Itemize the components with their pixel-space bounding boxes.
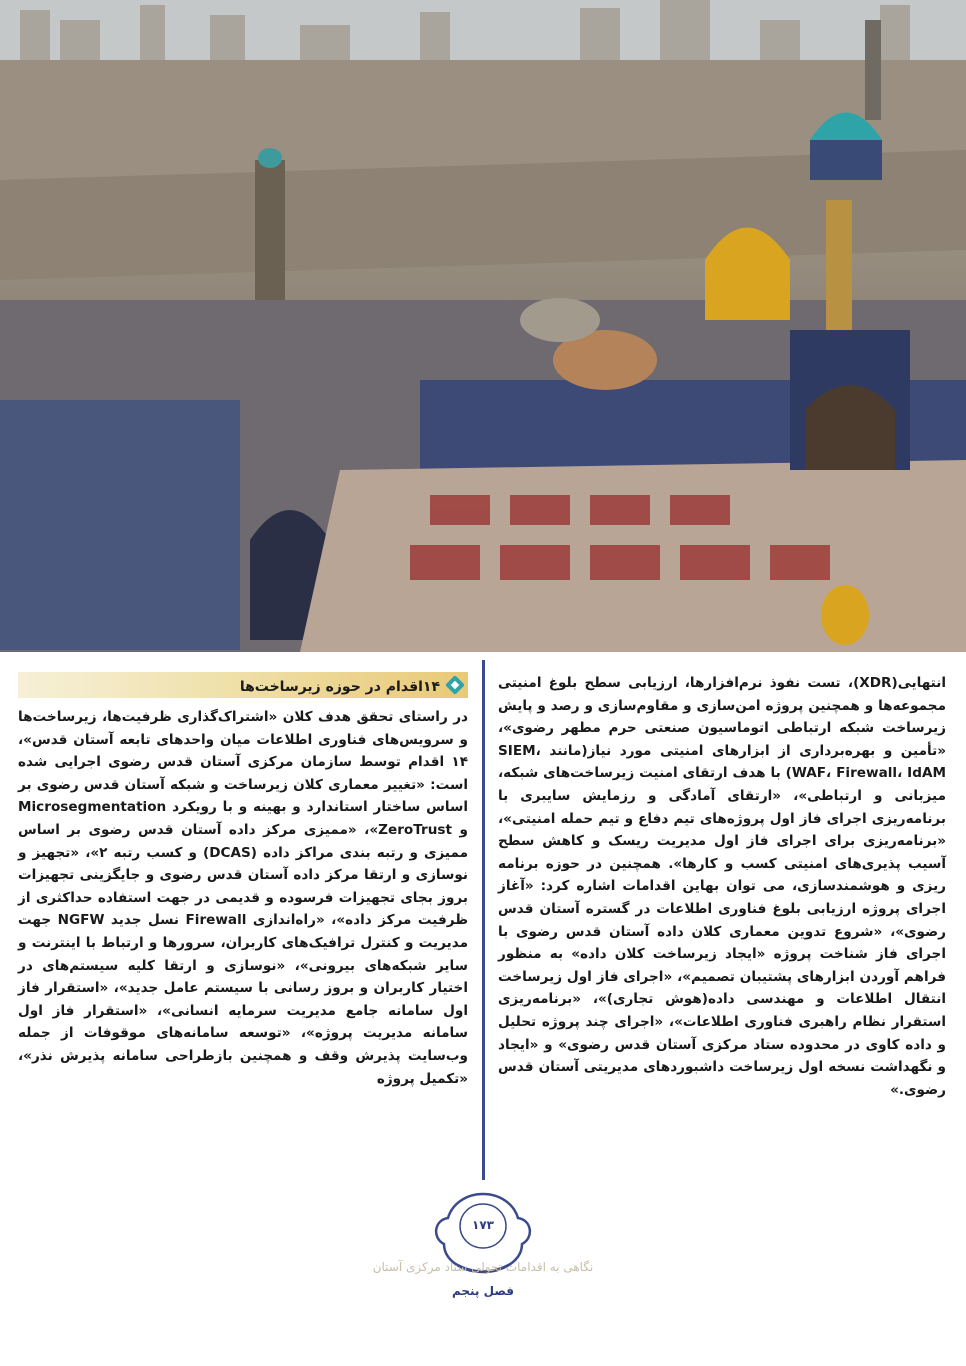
far-minaret xyxy=(865,20,881,120)
page-number: ۱۷۳ xyxy=(472,1218,494,1232)
book-title: نگاهی به اقدامات تحولی ستاد مرکزی آستان xyxy=(372,1260,594,1274)
gold-finial xyxy=(821,585,869,645)
shrine-photo xyxy=(0,0,966,652)
left-column xyxy=(18,672,468,1090)
section-heading: ۱۴اقدام در حوزه زیرساخت‌ها xyxy=(239,679,440,695)
right-iwan-arch xyxy=(805,385,895,470)
grey-dome xyxy=(520,298,600,342)
shrine-illustration xyxy=(0,0,966,652)
left-minaret-dome xyxy=(258,148,282,168)
heading-bullet-icon xyxy=(446,676,464,694)
turquoise-dome-drum xyxy=(810,140,882,180)
left-column-paragraph: در راستای تحقق هدف کلان «اشتراک‌گذاری ظرفیت‌ها، زیرساخت‌ها و سرویس‌های فناوری اطلاعات میان واحدهای تابعه آستان قدس»، ۱۴ اقدام توسط سازمان مرکزی آستان قدس رضوی اجرایی شده است: «تغییر معماری کلان زیرساخت و شبکه آستان قدس رضوی بر اساس ساختار استاندارد و بهینه و با رویکرد Microsegmentation و ZeroTrust»، «ممیزی مرکز داده آستان قدس رضوی بر اساس ممیزی و رتبه بندی مراکز داده (DCAS) و کسب رتبه ۲»، «تجهیز و نوسازی و ارتقا مرکز داده آستان قدس رضوی و جایگزینی تجهیزات بروز بجای تجهیزات فرسوده و قدیمی در جهت استفاده حداکثری از ظرفیت مرکز داده»، «راه‌اندازی Firewall نسل جدید NGFW جهت مدیریت و کنترل ترافیک‌های کاربران، سرورها و ارتباط با اینترنت و سایر شبکه‌های بیرونی»، «نوسازی و ارتقا کلیه سیستم‌های در اختیار کاربران و بروز رسانی با سیستم عامل جدید»، «استقرار فاز اول سامانه جامع مدیریت سرمایه انسانی»، «استقرار فاز اول سامانه مدیریت پروژه»، «توسعه سامانه‌های موقوفات از جمله وب‌سایت پذیرش وقف و همچنین بازطراحی سامانه پذیرش نذر»، «تکمیل پروژه xyxy=(18,709,469,1087)
right-column xyxy=(498,672,946,1101)
section-heading-bar xyxy=(18,672,468,698)
chapter-label: فصل پنجم xyxy=(451,1284,515,1298)
column-divider xyxy=(482,660,485,1180)
right-column-paragraph: انتهایی(XDR)، تست نفوذ نرم‌افزارها، ارزیابی سطح بلوغ امنیتی مجموعه‌ها و همچنین پروژه امن‌سازی و مقاوم‌سازی و رصد و پایش زیرساخت شبکه ارتباطی اتوماسیون صنعتی حرم مطهر رضوی»، «تأمین و بهره‌برداری از ابزارهای امنیتی مورد نیاز(مانند SIEM، WAF، Firewall، IdAM) با هدف ارتقای امنیت زیرساخت‌های شبکه، میزبانی و ارتباطی»، «ارتقای آمادگی و رزمایش سایبری با برنامه‌ریزی اجرای فاز اول پروژه‌های تیم دفاع و تیم حمله امنیتی»، «برنامه‌ریزی برای اجرای فاز اول مدیریت ریسک و کاهش سطح آسیب پذیری‌های امنیتی کسب و کارها». همچنین در حوزه برنامه ریزی و هوشمندسازی، می توان بهاین اقدامات اشاره کرد: «آغاز اجرای پروژه ارزیابی بلوغ فناوری اطلاعات در گستره آستان قدس رضوی»، «شروع تدوین معماری کلان داده آستان قدس رضوی با اجرای فاز شناخت پروژه «ایجاد زیرساخت کلان داده» به منظور فراهم آوردن ابزارهای پشتیبان تصمیم»، «اجرای فاز اول زیرساخت انتقال اطلاعات و مهندسی داده(هوش تجاری)»، «برنامه‌ریزی استقرار نظام راهبری فناوری اطلاعات»، «اجرای چند پروژه تحلیل و داده کاوی در محدوده ستاد مرکزی آستان قدس رضوی» و «ایجاد و نگهداشت نسخه اول زیرساخت داشبوردهای مدیریتی آستان قدس رضوی.» xyxy=(498,675,946,1098)
left-iwan xyxy=(0,400,240,650)
left-minaret xyxy=(255,160,285,310)
